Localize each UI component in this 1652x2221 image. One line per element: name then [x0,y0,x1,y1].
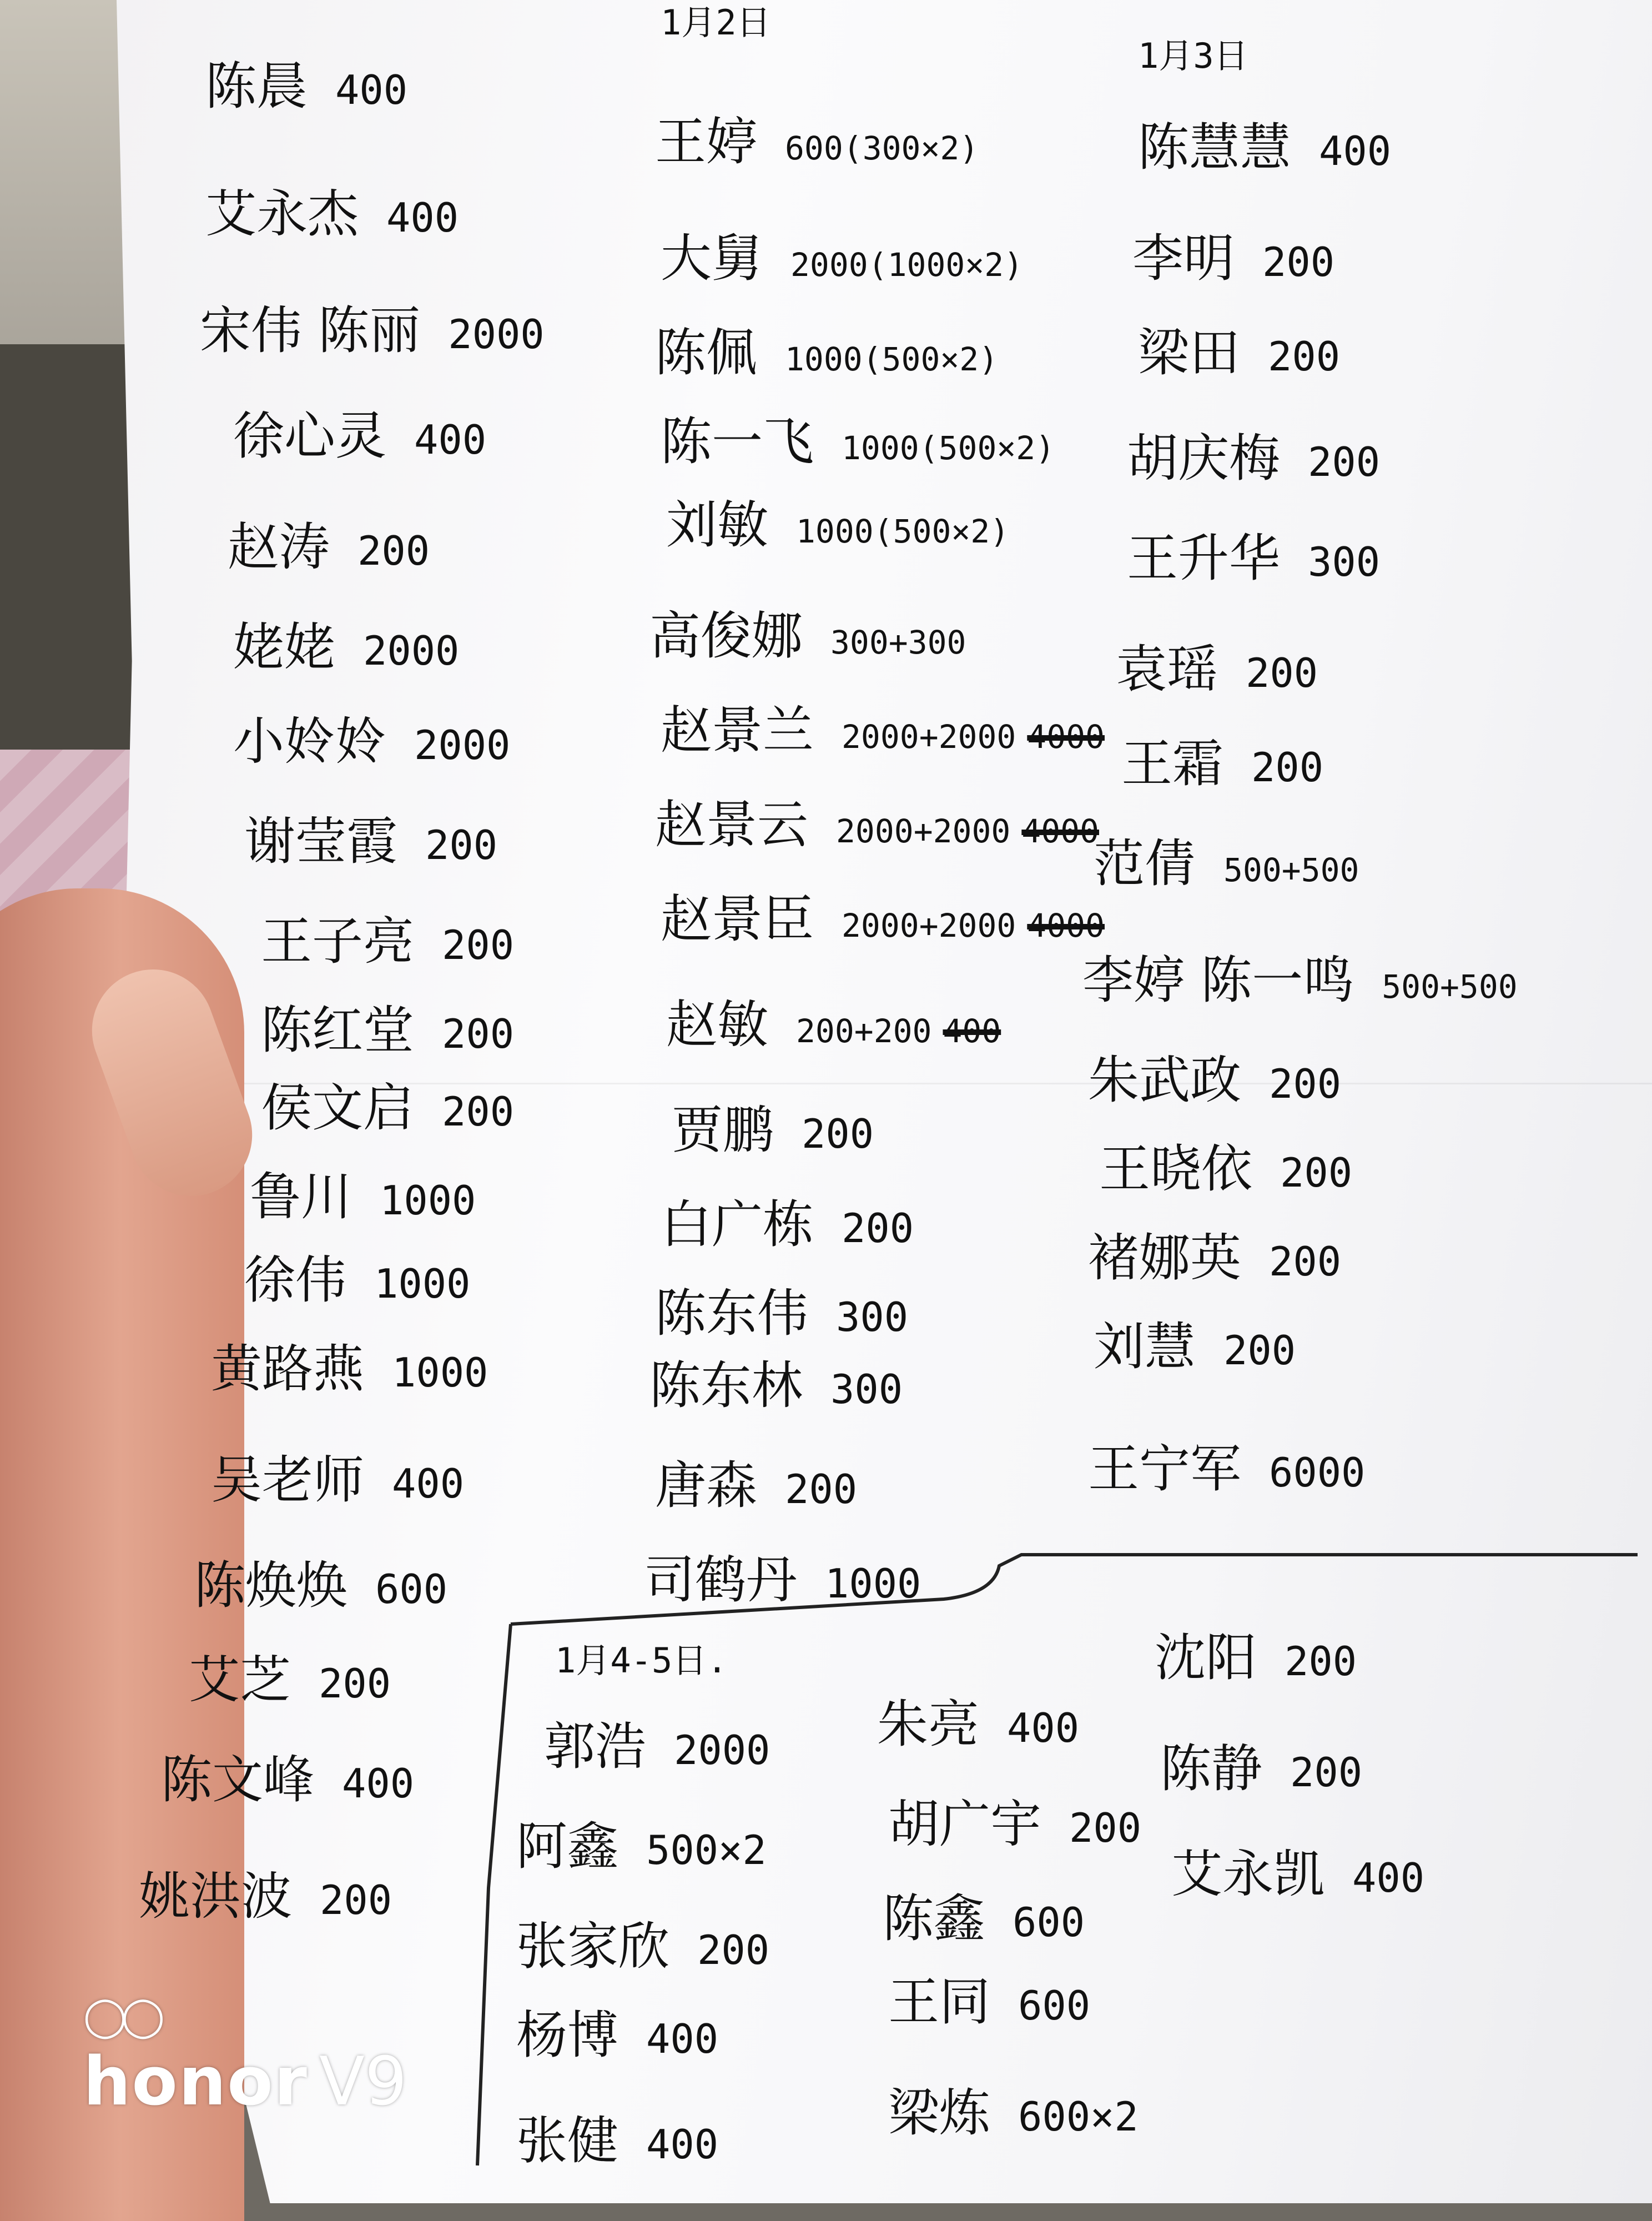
list-item: 胡广宇 200 [888,1795,1142,1854]
list-item: 艾永凯 400 [1171,1845,1425,1904]
list-item: 高俊娜 300+300 [649,606,966,666]
list-item: 宋伟 陈丽 2000 [200,301,545,360]
date-heading: 1月4-5日. [555,1640,728,1681]
list-item: 黄路燕 1000 [211,1339,488,1399]
camera-watermark [83,1993,407,2120]
list-item: 陈静 200 [1160,1739,1363,1798]
list-item: 陈一飞 1000(500×2) [661,412,1055,471]
list-item: 陈晨 400 [205,57,408,116]
list-item: 王升华 300 [1127,529,1381,588]
list-item: 徐伟 1000 [244,1250,471,1310]
list-item: 小姈姈 2000 [233,712,511,771]
list-item: 刘敏 1000(500×2) [666,495,1010,555]
list-item: 梁炼 600×2 [888,2083,1139,2143]
list-item: 袁瑶 200 [1116,640,1318,699]
list-item: 谢莹霞 200 [244,812,498,871]
list-item: 艾芝 200 [189,1650,391,1710]
list-item: 赵景兰 2000+2000 4000 [661,701,1105,760]
list-item: 赵景臣 2000+2000 4000 [661,890,1105,949]
list-item: 张健 400 [516,2111,719,2170]
watermark-brand: honor [83,2043,308,2120]
list-item: 梁田 200 [1138,323,1341,383]
list-item: 张家欣 200 [516,1917,770,1976]
list-item: 李明 200 [1132,229,1335,288]
list-item: 陈东林 300 [649,1356,903,1415]
list-item: 赵涛 200 [228,517,430,577]
list-item: 郭浩 2000 [544,1717,770,1776]
list-item: 司鹤丹 1000 [644,1550,921,1610]
list-item: 朱亮 400 [877,1695,1080,1754]
list-item: 陈焕焕 600 [194,1556,448,1615]
list-item: 陈鑫 600 [883,1889,1085,1948]
list-item: 胡庆梅 200 [1127,429,1381,488]
list-item: 朱武政 200 [1088,1051,1342,1110]
list-item: 赵景云 2000+2000 4000 [655,795,1099,855]
list-item: 白广栋 200 [661,1195,914,1254]
list-item: 姥姥 2000 [233,617,460,677]
dual-camera-rings-icon: ◯◯ [83,1993,159,2039]
list-item: 王同 600 [888,1972,1091,2032]
list-item: 杨博 400 [516,2006,719,2065]
list-item: 李婷 陈一鸣 500+500 [1082,951,1518,1010]
date-heading: 1月3日 [1138,36,1248,76]
list-item: 贾鹏 200 [672,1101,874,1160]
list-item: 陈红堂 200 [261,1001,515,1060]
list-item: 阿鑫 500×2 [516,1817,767,1876]
list-item: 陈东伟 300 [655,1284,909,1343]
list-item: 王子亮 200 [261,912,515,971]
list-item: 刘慧 200 [1094,1317,1296,1376]
list-item: 王宁军 6000 [1088,1439,1366,1499]
list-item: 王霜 200 [1121,734,1324,793]
list-item: 赵敏 200+200 400 [666,995,1001,1054]
watermark-model: V9 [319,2043,407,2120]
list-item: 姚洪波 200 [139,1867,392,1926]
list-item: 陈佩 1000(500×2) [655,323,999,383]
list-item: 侯文启 200 [261,1078,515,1138]
list-item: 王晓依 200 [1099,1139,1353,1199]
list-item: 吴老师 400 [211,1450,465,1510]
list-item: 徐心灵 400 [233,406,487,466]
list-item: 唐森 200 [655,1456,858,1515]
list-item: 艾永杰 400 [205,184,459,244]
list-item: 沈阳 200 [1155,1628,1357,1687]
list-item: 陈慧慧 400 [1138,118,1392,177]
list-item: 陈文峰 400 [161,1750,415,1810]
list-item: 鲁川 1000 [250,1167,476,1227]
date-heading: 1月2日 [661,2,771,43]
list-item: 王婷 600(300×2) [655,112,979,172]
list-item: 褚娜英 200 [1088,1228,1342,1288]
list-item: 范倩 500+500 [1094,834,1359,893]
list-item: 大舅 2000(1000×2) [661,229,1024,288]
